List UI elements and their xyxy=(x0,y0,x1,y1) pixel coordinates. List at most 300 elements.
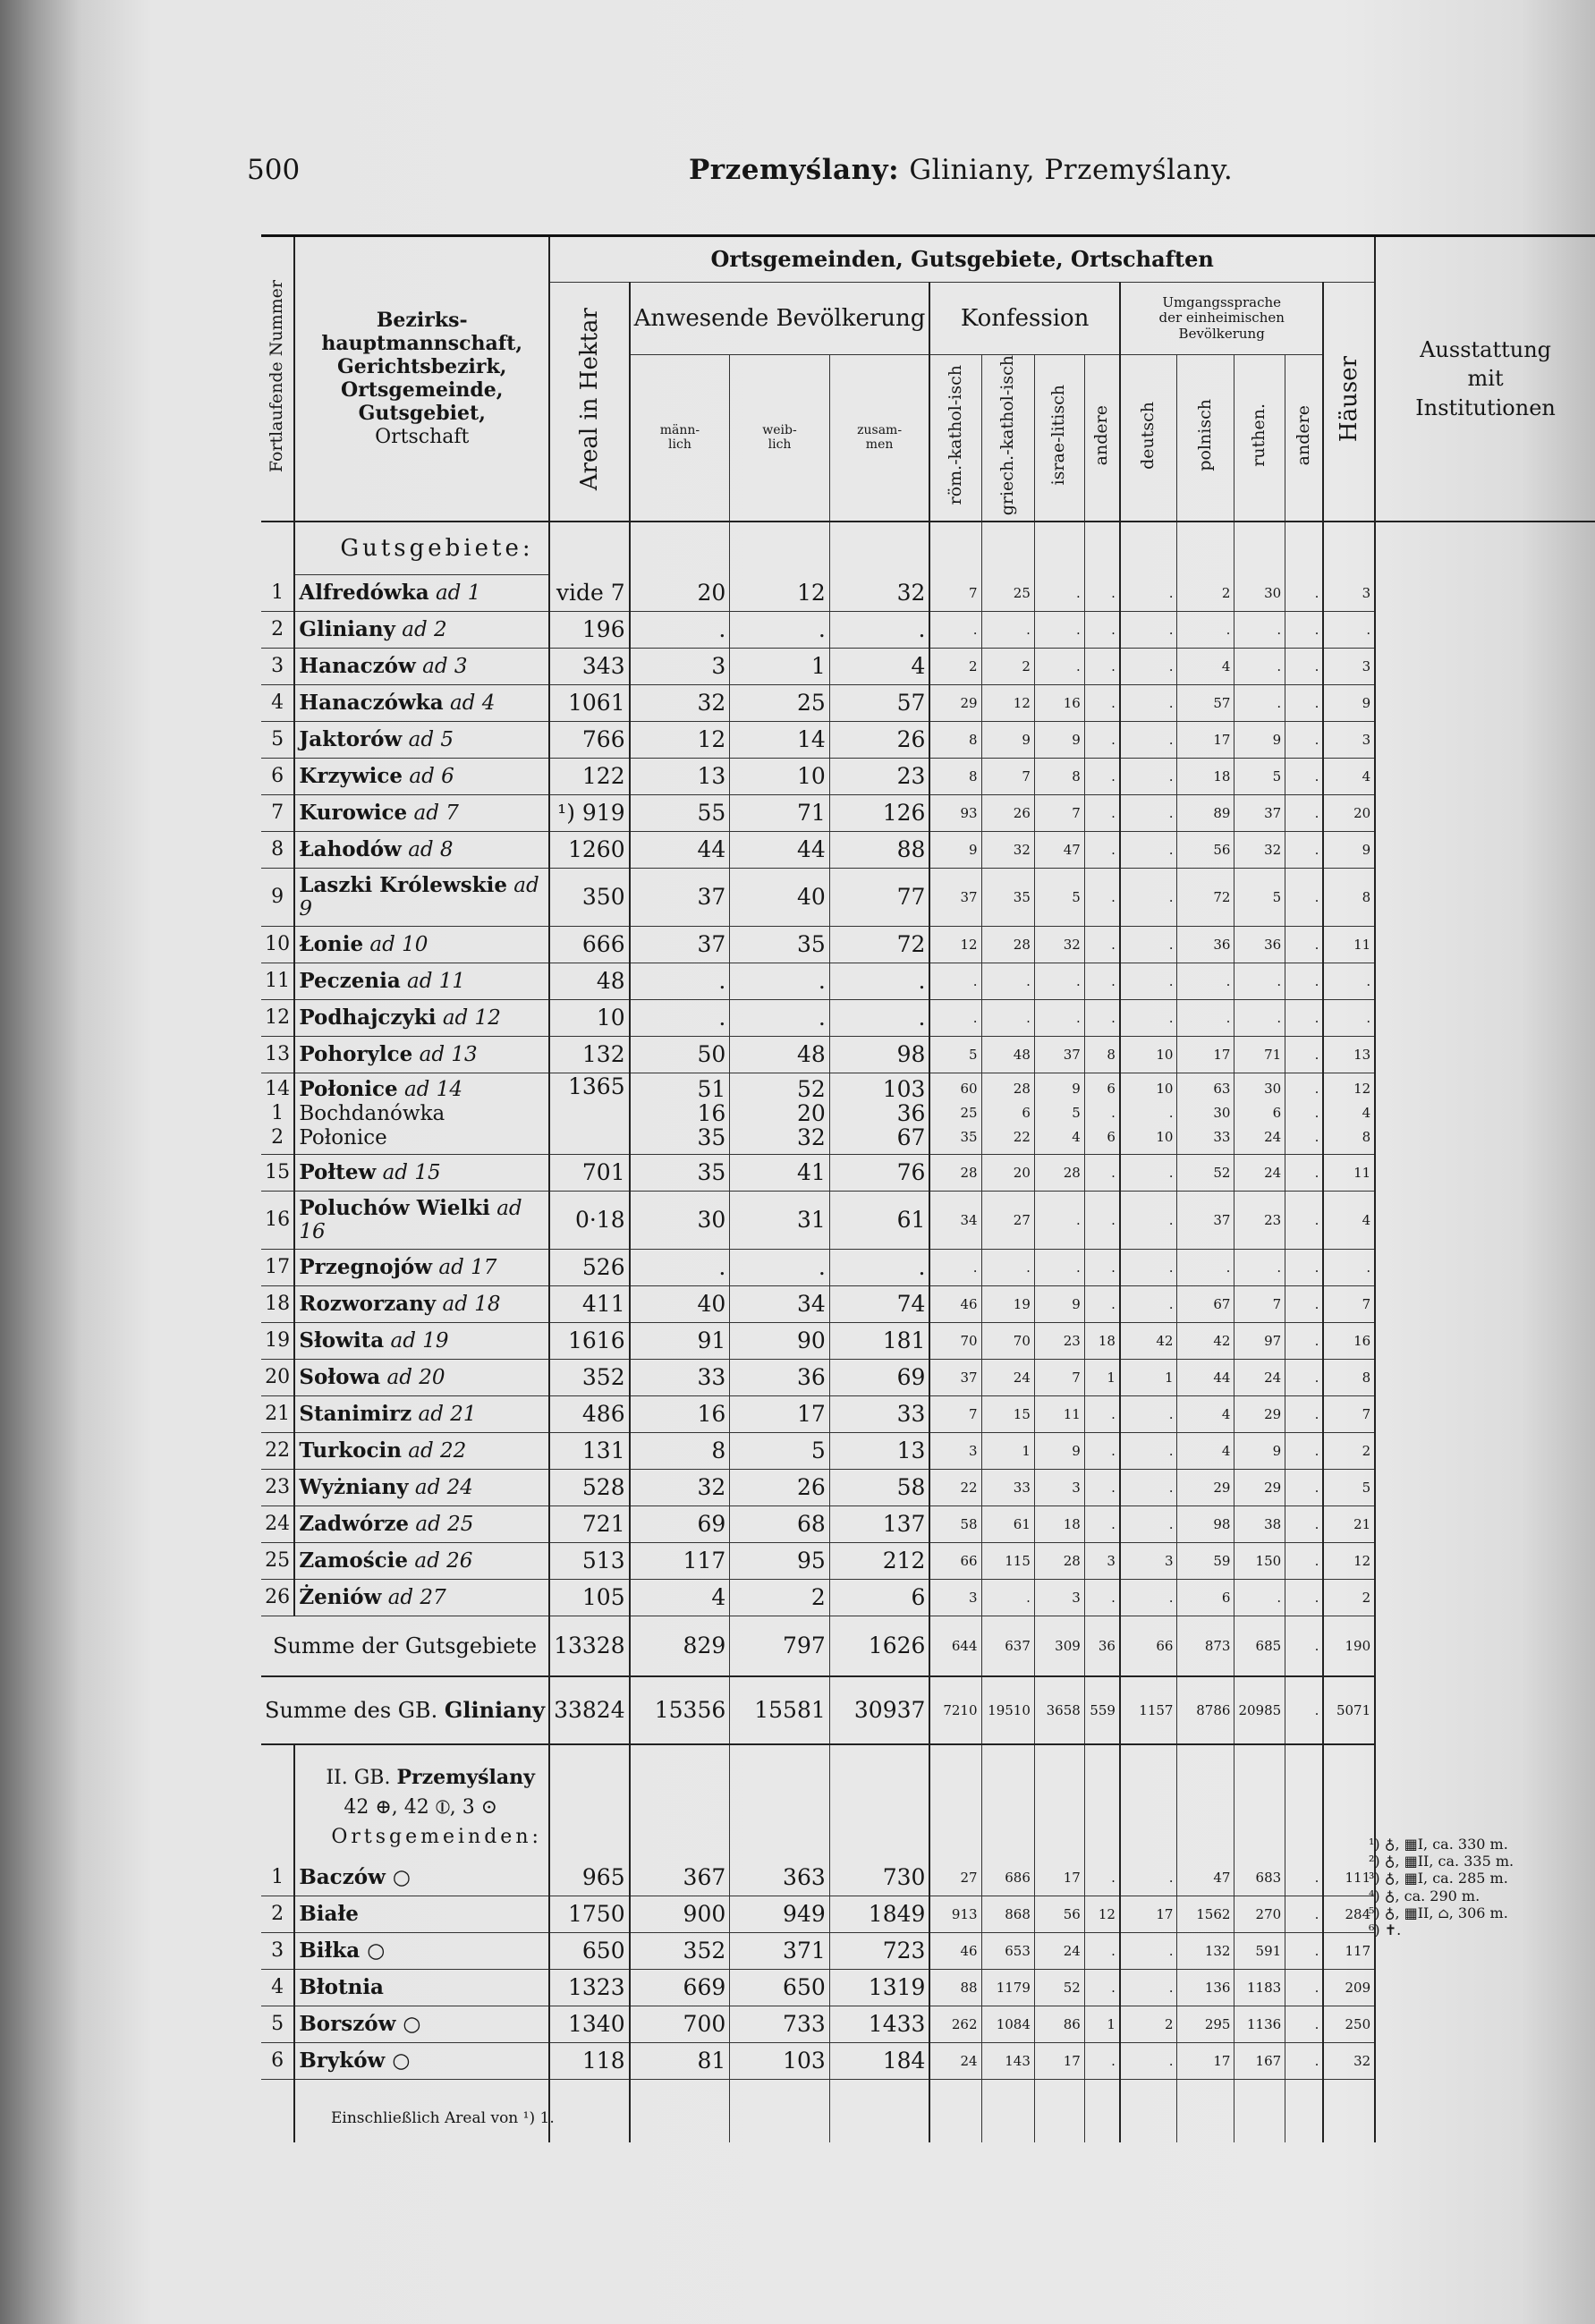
cell-de: . xyxy=(1120,574,1177,611)
cell-gk: 32 xyxy=(981,831,1034,868)
cell-h: 117 xyxy=(1323,1932,1375,1969)
cell-m: 35 xyxy=(630,1154,730,1191)
row-name xyxy=(294,1285,549,1322)
cell-ru xyxy=(1234,2079,1285,2142)
cell-a1: . xyxy=(1084,1285,1120,1322)
col-haeuser: Häuser xyxy=(1323,283,1375,522)
cell-areal: 132 xyxy=(549,1036,630,1073)
cell-ausstattung xyxy=(1375,999,1595,1036)
cell-a2: . xyxy=(1285,1579,1324,1616)
cell-areal: 766 xyxy=(549,721,630,758)
cell-ausstattung xyxy=(1375,1036,1595,1073)
cell-m: . xyxy=(630,999,730,1036)
cell-areal: 1061 xyxy=(549,684,630,721)
cell-isr: . xyxy=(1034,648,1084,684)
cell-w: 26 xyxy=(730,1469,830,1506)
cell-gk: 12 xyxy=(981,684,1034,721)
cell-z-line: 67 xyxy=(896,1124,926,1151)
row-name xyxy=(294,1579,549,1616)
cell-areal: 1260 xyxy=(549,831,630,868)
cell-gk: 26 xyxy=(981,794,1034,831)
row-name xyxy=(294,1154,549,1191)
cell-a2: . xyxy=(1285,999,1324,1036)
cell-po: 36 xyxy=(1177,926,1234,963)
table-row xyxy=(261,999,1595,1036)
cell-h: 12 xyxy=(1323,1542,1375,1579)
cell-isr-line: 5 xyxy=(1072,1105,1081,1122)
cell-z: 6 xyxy=(829,1579,929,1616)
cell-isr xyxy=(1034,1744,1084,1860)
row-name xyxy=(294,1073,549,1154)
cell-a2: . xyxy=(1285,1506,1324,1542)
cell-areal: 105 xyxy=(549,1579,630,1616)
cell-a1 xyxy=(1084,522,1120,574)
cell-a2 xyxy=(1285,2079,1324,2142)
place-name: Hanaczówka xyxy=(299,691,444,716)
cell-de: . xyxy=(1120,1469,1177,1506)
cell-gk: 61 xyxy=(981,1506,1034,1542)
cell-a1: . xyxy=(1084,926,1120,963)
cell-w: 44 xyxy=(730,831,830,868)
cell-isr: 32 xyxy=(1034,926,1084,963)
cell-a2: . xyxy=(1285,684,1324,721)
cell-areal: 352 xyxy=(549,1359,630,1395)
cell-ru: 29 xyxy=(1234,1469,1285,1506)
cell-po: 29 xyxy=(1177,1469,1234,1506)
cell-de: . xyxy=(1120,758,1177,794)
cell-isr: . xyxy=(1034,1191,1084,1249)
cell-areal: ¹) 919 xyxy=(549,794,630,831)
cell-w: 371 xyxy=(730,1932,830,1969)
cell-a1: . xyxy=(1084,794,1120,831)
row-number: 3 xyxy=(261,1932,294,1969)
cell-de: . xyxy=(1120,1432,1177,1469)
cell-gk: 70 xyxy=(981,1322,1034,1359)
table-row xyxy=(261,831,1595,868)
page-number: 500 xyxy=(247,154,301,186)
cell-z xyxy=(829,2079,929,2142)
cell-h: 2 xyxy=(1323,1579,1375,1616)
cell-ru: 24 xyxy=(1234,1154,1285,1191)
cell-a1: . xyxy=(1084,758,1120,794)
side-note: ³) ♁, ▦I, ca. 285 m. xyxy=(1369,1870,1508,1887)
cell-areal: 965 xyxy=(549,1860,630,1896)
table-row xyxy=(261,1036,1595,1073)
cell-gk: 25 xyxy=(981,574,1034,611)
cell-h: 8 xyxy=(1323,1359,1375,1395)
cell-gk: . xyxy=(981,999,1034,1036)
cell-w-line: 20 xyxy=(796,1100,826,1127)
cell-isr: . xyxy=(1034,574,1084,611)
cell-w xyxy=(730,522,830,574)
cell-isr: 3 xyxy=(1034,1469,1084,1506)
group-header: Ortsgemeinden, Gutsgebiete, Ortschaften xyxy=(549,236,1375,283)
table-row xyxy=(261,1579,1595,1616)
ad-reference: ad 10 xyxy=(369,933,428,957)
cell-isr: . xyxy=(1034,611,1084,648)
cell-ru: 23 xyxy=(1234,1191,1285,1249)
cell-areal: 666 xyxy=(549,926,630,963)
cell-w: . xyxy=(730,1249,830,1285)
place-name: Jaktorów xyxy=(299,727,403,752)
cell-rk: 8 xyxy=(929,721,981,758)
ad-reference: ad 17 xyxy=(438,1256,497,1280)
row-name xyxy=(294,1860,549,1896)
cell-a1: 1 xyxy=(1084,2006,1120,2042)
cell-z: . xyxy=(829,963,929,999)
row-number xyxy=(261,2079,294,2142)
cell-z: 33 xyxy=(829,1395,929,1432)
cell-w: 10 xyxy=(730,758,830,794)
cell-areal: 650 xyxy=(549,1932,630,1969)
cell-m: 900 xyxy=(630,1896,730,1932)
cell-po: 67 xyxy=(1177,1285,1234,1322)
cell-ru: 71 xyxy=(1234,1036,1285,1073)
cell-a1: . xyxy=(1084,1932,1120,1969)
row-name xyxy=(294,1395,549,1432)
cell-m: 44 xyxy=(630,831,730,868)
ad-reference: ad 14 xyxy=(403,1077,462,1101)
cell-h-line: 4 xyxy=(1362,1105,1371,1122)
row-name xyxy=(294,1359,549,1395)
cell-isr: 52 xyxy=(1034,1969,1084,2006)
row-number: 1 xyxy=(261,1860,294,1896)
cell-a1: . xyxy=(1084,648,1120,684)
cell-z: 72 xyxy=(829,926,929,963)
ad-reference: ad 24 xyxy=(414,1476,473,1500)
col-name: Bezirks- hauptmannschaft, Gerichtsbezirk, Ortsgemeinde, Gutsgebiet, Ortschaft xyxy=(294,236,549,522)
row-name xyxy=(294,1469,549,1506)
cell-isr: 5 xyxy=(1034,868,1084,926)
place-name: Laszki Królewskie xyxy=(299,873,507,898)
cell-z: 181 xyxy=(829,1322,929,1359)
cell-a2: . xyxy=(1285,1969,1324,2006)
row-name xyxy=(294,1896,549,1932)
cell-de: . xyxy=(1120,1154,1177,1191)
cell-isr: 28 xyxy=(1034,1542,1084,1579)
cell-a1: 18 xyxy=(1084,1322,1120,1359)
cell-z: 212 xyxy=(829,1542,929,1579)
cell-m: 91 xyxy=(630,1322,730,1359)
ad-reference: ad 11 xyxy=(407,970,466,994)
row-number: 2 xyxy=(261,1896,294,1932)
cell-z: 61 xyxy=(829,1191,929,1249)
place-name: Sołowa xyxy=(299,1365,381,1390)
cell-isr: 7 xyxy=(1034,794,1084,831)
cell-a2: . xyxy=(1285,2006,1324,2042)
cell-isr: 18 xyxy=(1034,1506,1084,1542)
cell-a2: . xyxy=(1285,1469,1324,1506)
cell-po xyxy=(1177,522,1234,574)
cell-h: 9 xyxy=(1323,831,1375,868)
cell-de: . xyxy=(1120,1395,1177,1432)
cell-isr xyxy=(1034,522,1084,574)
cell-areal: 33824 xyxy=(549,1676,630,1744)
cell-ru: 685 xyxy=(1234,1616,1285,1676)
cell-po: 98 xyxy=(1177,1506,1234,1542)
cell-h: 250 xyxy=(1323,2006,1375,2042)
row-name xyxy=(294,831,549,868)
cell-m: 33 xyxy=(630,1359,730,1395)
cell-ausstattung xyxy=(1375,963,1595,999)
cell-de xyxy=(1120,2079,1177,2142)
cell-a2: . xyxy=(1285,868,1324,926)
cell-isr: 37 xyxy=(1034,1036,1084,1073)
cell-a1: . xyxy=(1084,1395,1120,1432)
cell-a1: . xyxy=(1084,1506,1120,1542)
cell-isr: 9 xyxy=(1034,1285,1084,1322)
ad-reference: ad 18 xyxy=(442,1293,501,1317)
cell-ru: . xyxy=(1234,648,1285,684)
cell-gk: 7 xyxy=(981,758,1034,794)
cell-z: 1433 xyxy=(829,2006,929,2042)
col-ru: ruthen. xyxy=(1234,355,1285,522)
cell-a2: . xyxy=(1285,1616,1324,1676)
cell-rk: 9 xyxy=(929,831,981,868)
place-name: Biłka ○ xyxy=(299,1938,386,1964)
cell-a1: . xyxy=(1084,574,1120,611)
ad-reference: ad 20 xyxy=(386,1366,445,1390)
cell-ausstattung xyxy=(1375,1579,1595,1616)
place-name: Łonie xyxy=(299,932,364,957)
cell-a2: . xyxy=(1285,926,1324,963)
cell-po: 17 xyxy=(1177,721,1234,758)
row-name xyxy=(294,574,549,611)
cell-ru-line: 30 xyxy=(1264,1081,1282,1098)
cell-ausstattung xyxy=(1375,1616,1595,1676)
row-number: 6 xyxy=(261,2042,294,2079)
cell-areal: 1616 xyxy=(549,1322,630,1359)
cell-po: 17 xyxy=(1177,1036,1234,1073)
cell-a1: . xyxy=(1084,1432,1120,1469)
cell-m xyxy=(630,1744,730,1860)
cell-w: 949 xyxy=(730,1896,830,1932)
cell-ru-line: 6 xyxy=(1272,1105,1282,1122)
cell-z: 32 xyxy=(829,574,929,611)
col-z: zusam- men xyxy=(829,355,929,522)
cell-po: 57 xyxy=(1177,684,1234,721)
cell-po: 136 xyxy=(1177,1969,1234,2006)
cell-po: 295 xyxy=(1177,2006,1234,2042)
place-name: Żeniów xyxy=(299,1585,382,1610)
cell-w: 797 xyxy=(730,1616,830,1676)
section-label xyxy=(294,522,549,574)
place-name: Poluchów Wielki xyxy=(299,1196,490,1221)
cell-rk: 12 xyxy=(929,926,981,963)
cell-h xyxy=(1323,2079,1375,2142)
cell-de: . xyxy=(1120,721,1177,758)
ad-reference: ad 9 xyxy=(299,874,539,921)
cell-a2-line: . xyxy=(1314,1105,1319,1122)
cell-a1: 8 xyxy=(1084,1036,1120,1073)
cell-gk: 1179 xyxy=(981,1969,1034,2006)
cell-h: 3 xyxy=(1323,721,1375,758)
row-number: 5 xyxy=(261,2006,294,2042)
table-row xyxy=(261,794,1595,831)
cell-z: 98 xyxy=(829,1036,929,1073)
table-row xyxy=(261,963,1595,999)
cell-m: 13 xyxy=(630,758,730,794)
cell-ausstattung xyxy=(1375,1676,1595,1744)
place-name: Zadwórze xyxy=(299,1512,410,1537)
cell-isr: 16 xyxy=(1034,684,1084,721)
row-number: 10 xyxy=(261,926,294,963)
cell-areal: 721 xyxy=(549,1506,630,1542)
col-konfession: Konfession xyxy=(929,283,1120,355)
row-name xyxy=(294,1506,549,1542)
row-number: 6 xyxy=(261,758,294,794)
cell-w: 650 xyxy=(730,1969,830,2006)
cell-isr: 47 xyxy=(1034,831,1084,868)
cell-m: 12 xyxy=(630,721,730,758)
table-row-polonice xyxy=(261,1073,1595,1154)
place-name: Hanaczów xyxy=(299,654,416,679)
cell-de: . xyxy=(1120,648,1177,684)
cell-a1-line: 6 xyxy=(1107,1129,1116,1146)
page-title xyxy=(689,154,1233,199)
cell-w: 25 xyxy=(730,684,830,721)
cell-a1: . xyxy=(1084,1249,1120,1285)
sum-row xyxy=(261,1676,1595,1744)
cell-ausstattung xyxy=(1375,926,1595,963)
cell-areal: 526 xyxy=(549,1249,630,1285)
cell-z: 13 xyxy=(829,1432,929,1469)
cell-areal: 48 xyxy=(549,963,630,999)
cell-isr: . xyxy=(1034,963,1084,999)
cell-po: . xyxy=(1177,1249,1234,1285)
cell-de: . xyxy=(1120,1506,1177,1542)
cell-rk: 22 xyxy=(929,1469,981,1506)
cell-isr xyxy=(1034,1073,1084,1154)
cell-ausstattung xyxy=(1375,574,1595,611)
cell-z xyxy=(829,1073,929,1154)
cell-areal: 411 xyxy=(549,1285,630,1322)
cell-a1: 36 xyxy=(1084,1616,1120,1676)
ad-reference: ad 16 xyxy=(299,1197,522,1244)
cell-w: 90 xyxy=(730,1322,830,1359)
cell-m: . xyxy=(630,1249,730,1285)
cell-rk: 70 xyxy=(929,1322,981,1359)
cell-areal: 1323 xyxy=(549,1969,630,2006)
cell-h: 7 xyxy=(1323,1395,1375,1432)
cell-ru: 32 xyxy=(1234,831,1285,868)
cell-m xyxy=(630,522,730,574)
cell-h-line: 12 xyxy=(1353,1081,1371,1098)
cell-de: . xyxy=(1120,1969,1177,2006)
cell-gk: 1084 xyxy=(981,2006,1034,2042)
row-number: 21 xyxy=(261,1395,294,1432)
cell-a2: . xyxy=(1285,1932,1324,1969)
place-name: Alfredówka xyxy=(299,581,429,606)
ad-reference: ad 6 xyxy=(409,765,454,789)
cell-m: 50 xyxy=(630,1036,730,1073)
place-name: Przegnojów xyxy=(299,1255,433,1280)
row-name xyxy=(294,1542,549,1579)
ad-reference: ad 13 xyxy=(419,1043,478,1067)
cell-rk: 46 xyxy=(929,1932,981,1969)
cell-areal: 131 xyxy=(549,1432,630,1469)
col-gk: griech.-kathol-isch xyxy=(981,355,1034,522)
cell-h: . xyxy=(1323,611,1375,648)
row-name xyxy=(294,758,549,794)
row-name xyxy=(294,999,549,1036)
page-title-rest: Gliniany, Przemyślany. xyxy=(909,154,1234,186)
cell-h: 7 xyxy=(1323,1285,1375,1322)
cell-h-line: 8 xyxy=(1362,1129,1371,1146)
cell-rk: 5 xyxy=(929,1036,981,1073)
cell-po-line: 30 xyxy=(1213,1105,1231,1122)
cell-h: 9 xyxy=(1323,684,1375,721)
cell-w: 68 xyxy=(730,1506,830,1542)
cell-de: . xyxy=(1120,831,1177,868)
place-name: Kurowice xyxy=(299,801,408,826)
cell-h: . xyxy=(1323,963,1375,999)
cell-z: 1626 xyxy=(829,1616,929,1676)
cell-gk xyxy=(981,2079,1034,2142)
cell-a1: 3 xyxy=(1084,1542,1120,1579)
cell-gk: 20 xyxy=(981,1154,1034,1191)
row-number: 19 xyxy=(261,1322,294,1359)
cell-po xyxy=(1177,1073,1234,1154)
cell-h xyxy=(1323,1744,1375,1860)
cell-a2: . xyxy=(1285,1395,1324,1432)
cell-m-line: 51 xyxy=(697,1076,726,1103)
cell-ru: 37 xyxy=(1234,794,1285,831)
cell-po: 44 xyxy=(1177,1359,1234,1395)
row-number: 25 xyxy=(261,1542,294,1579)
cell-isr: 24 xyxy=(1034,1932,1084,1969)
cell-w: . xyxy=(730,963,830,999)
table-row xyxy=(261,1395,1595,1432)
cell-de: . xyxy=(1120,999,1177,1036)
cell-z: 23 xyxy=(829,758,929,794)
ad-reference: ad 4 xyxy=(449,691,496,716)
cell-po: . xyxy=(1177,963,1234,999)
cell-a2: . xyxy=(1285,1676,1324,1744)
cell-h xyxy=(1323,1073,1375,1154)
cell-ru: 1183 xyxy=(1234,1969,1285,2006)
table-row xyxy=(261,1542,1595,1579)
row-name xyxy=(294,721,549,758)
place-name: Słowita xyxy=(299,1328,385,1353)
cell-a2: . xyxy=(1285,758,1324,794)
section-title: Gutsgebiete: xyxy=(340,535,534,563)
table-row xyxy=(261,1285,1595,1322)
cell-gk: 686 xyxy=(981,1860,1034,1896)
cell-w: 103 xyxy=(730,2042,830,2079)
cell-de: . xyxy=(1120,963,1177,999)
cell-ausstattung xyxy=(1375,1191,1595,1249)
sum-label xyxy=(261,1616,549,1676)
cell-a1: . xyxy=(1084,868,1120,926)
cell-ru xyxy=(1234,522,1285,574)
table-row xyxy=(261,721,1595,758)
cell-w: 71 xyxy=(730,794,830,831)
row-name xyxy=(294,611,549,648)
cell-isr: 7 xyxy=(1034,1359,1084,1395)
place-name: Turkocin xyxy=(299,1438,402,1463)
cell-h: 32 xyxy=(1323,2042,1375,2079)
cell-rk: . xyxy=(929,999,981,1036)
cell-a2: . xyxy=(1285,963,1324,999)
cell-ru-line: 24 xyxy=(1264,1129,1282,1146)
cell-ru: 29 xyxy=(1234,1395,1285,1432)
cell-de: 3 xyxy=(1120,1542,1177,1579)
cell-h: . xyxy=(1323,999,1375,1036)
cell-w: 40 xyxy=(730,868,830,926)
cell-z: 88 xyxy=(829,831,929,868)
row-number: 20 xyxy=(261,1359,294,1395)
